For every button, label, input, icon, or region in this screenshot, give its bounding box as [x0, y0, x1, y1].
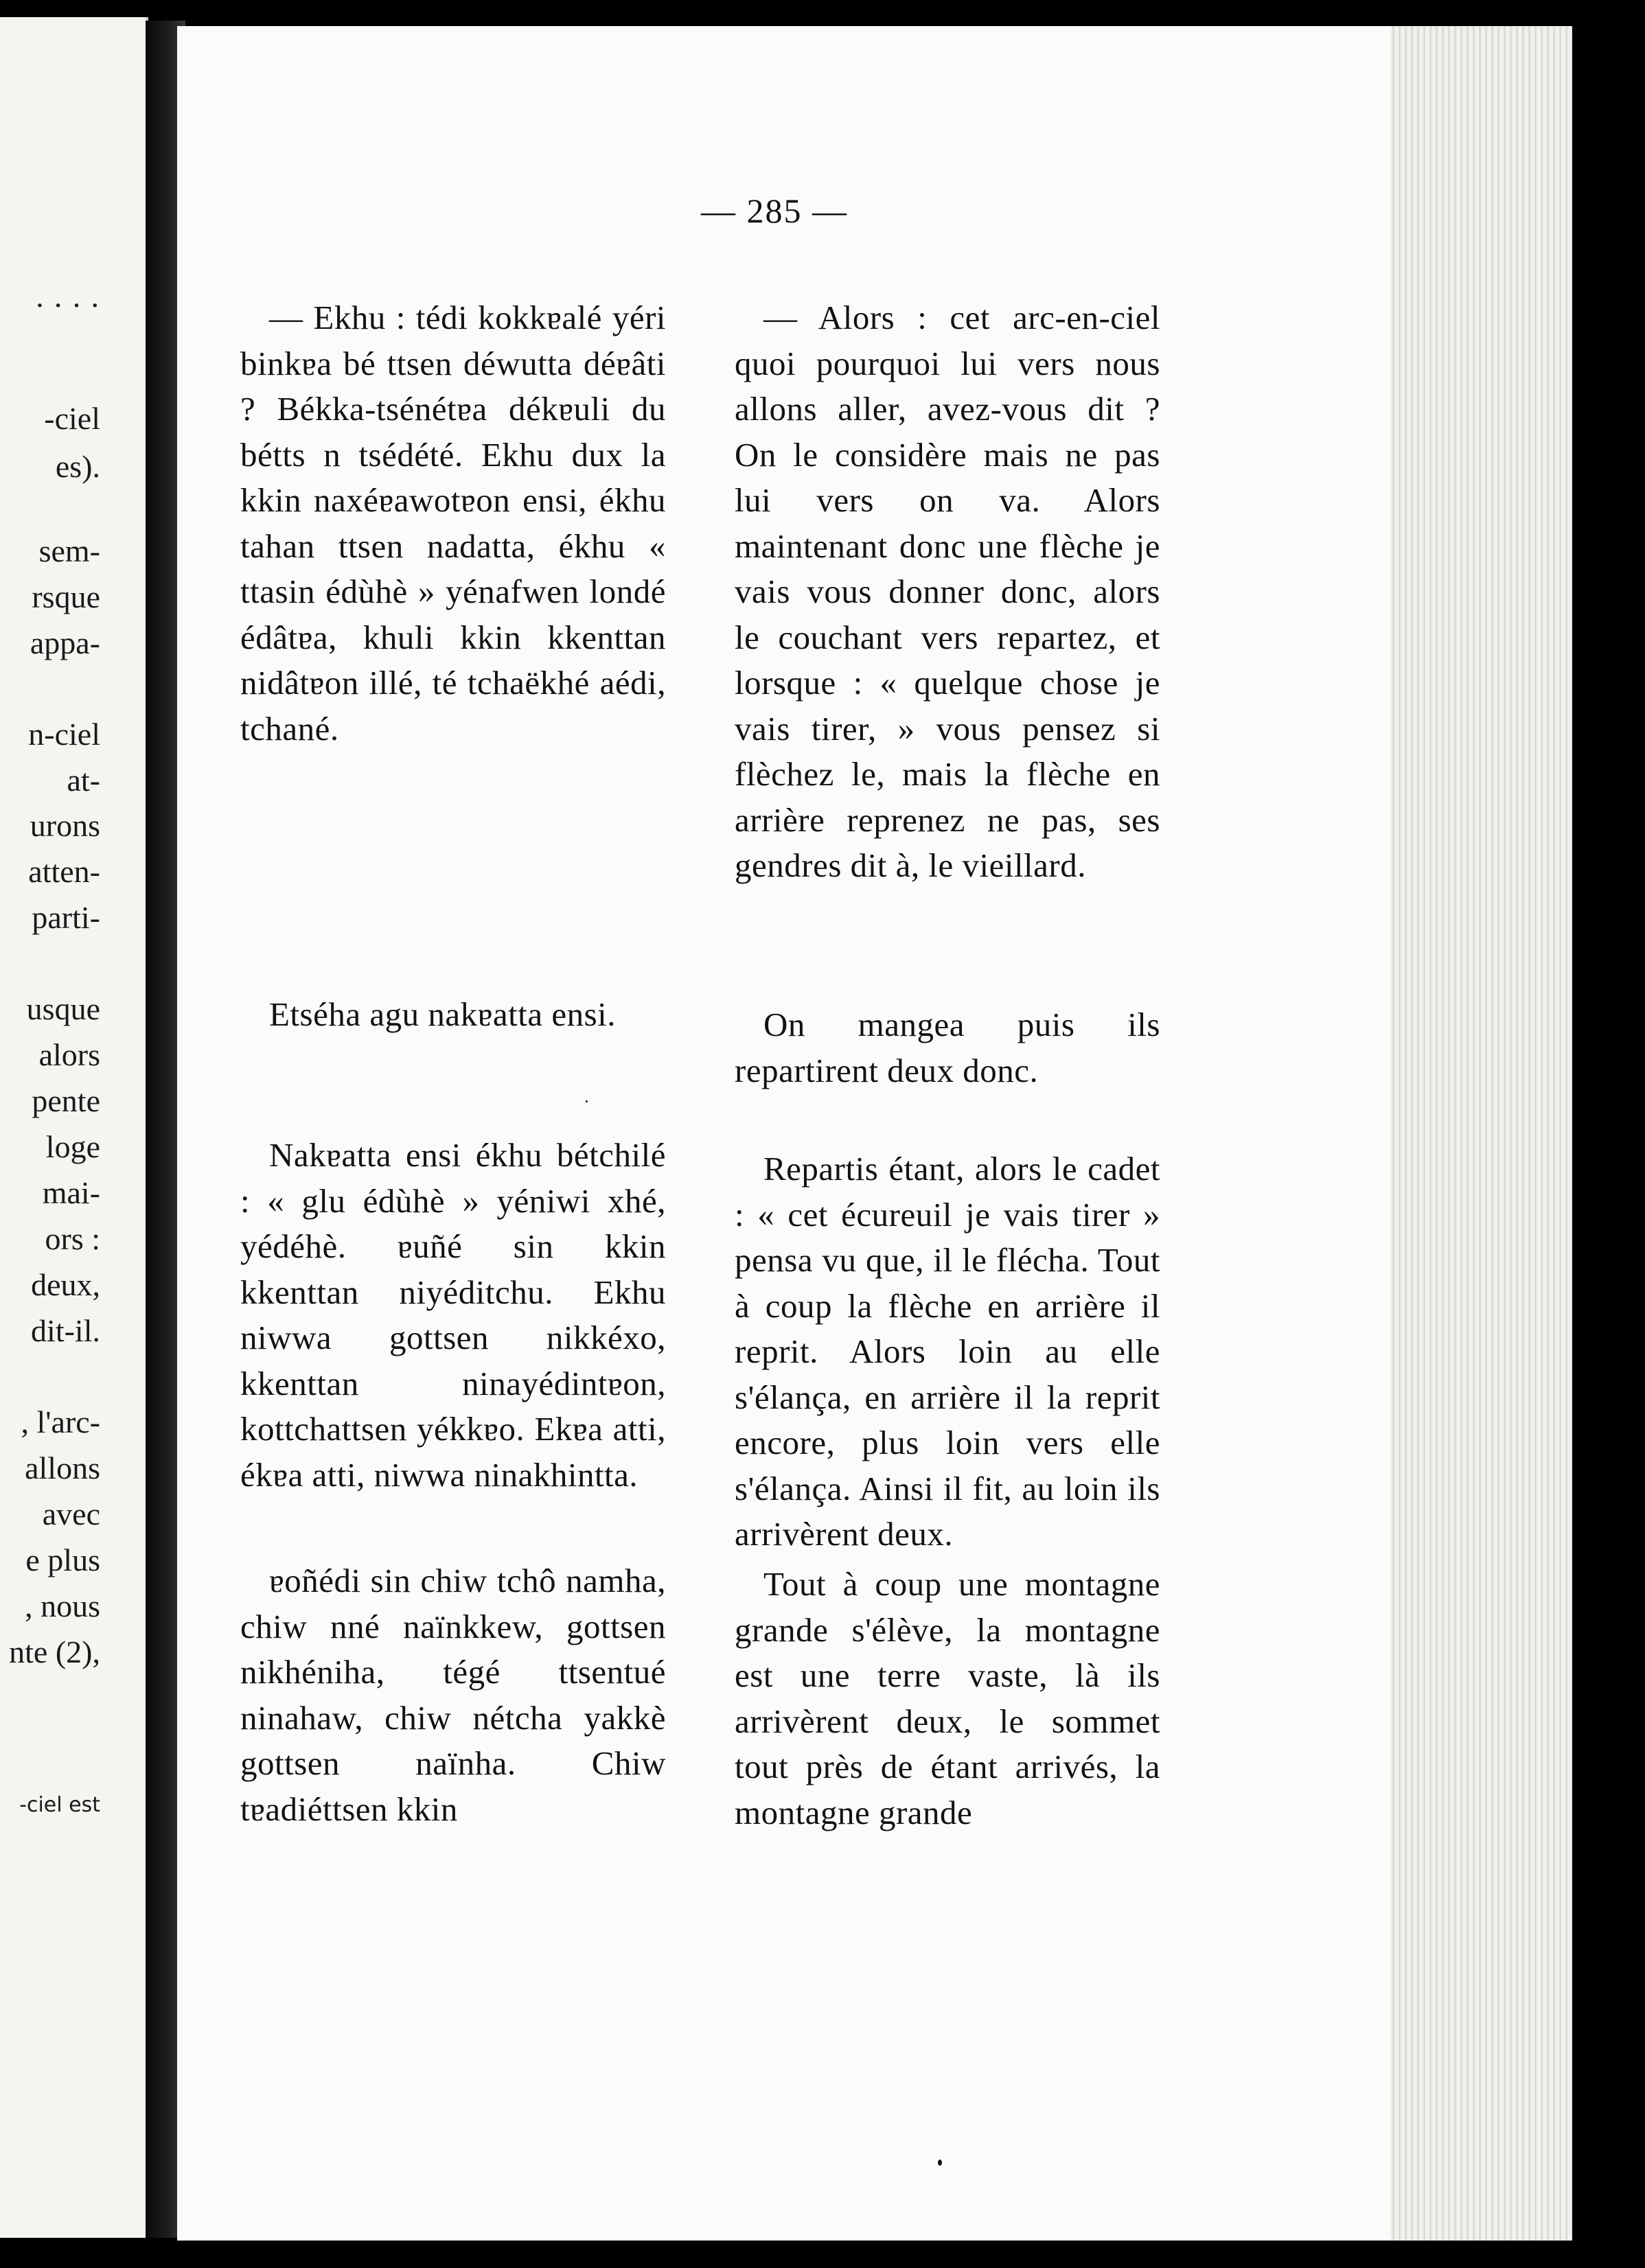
- left-page-line: pente: [32, 1083, 100, 1118]
- left-page-line: -ciel est: [19, 1793, 100, 1817]
- left-page-line: ors :: [45, 1221, 100, 1256]
- left-page-line: , l'arc-: [21, 1404, 100, 1439]
- native-paragraph: Nakɐatta ensi ékhu bétchilé : « glu édùhè » yéniwi xhé, yédéhè. ɐuñé sin kkin kkenttan niyéditchu. Ekhu niwwa gottsen nikkéxo, kkenttan ninayédintɐon, kottchattsen yékkɐo. Ekɐa atti, ékɐa atti, niwwa ninakhintta.: [240, 1136, 666, 1494]
- left-page-fragment: [0, 17, 148, 2238]
- left-page-line: avec: [42, 1496, 100, 1531]
- left-page-line: appa-: [30, 625, 100, 660]
- left-page-line: -ciel: [44, 401, 100, 436]
- ink-speck: [586, 1100, 588, 1102]
- left-page-line: dit-il.: [31, 1313, 100, 1348]
- left-page-line: loge: [45, 1129, 100, 1164]
- left-page-line: es).: [55, 449, 100, 484]
- book-page: [177, 26, 1572, 2241]
- left-page-line: rsque: [32, 579, 100, 614]
- left-page-line: urons: [30, 808, 100, 843]
- native-paragraph: Etséha agu nakɐatta ensi.: [269, 995, 617, 1033]
- translation-paragraph: On mangea puis ils repartirent deux donc.: [735, 1006, 1160, 1089]
- translation-paragraph: Repartis étant, alors le cadet : « cet écureuil je vais tirer » pensa vu que, il le flécha. Tout à coup la flèche en arrière il reprit. Alors loin au elle s'élança, en arrière il la reprit encore, plus loin vers elle s'élança. Ainsi il fit, au loin ils arrivèrent deux.: [735, 1150, 1160, 1553]
- left-page-line: e plus: [25, 1542, 100, 1577]
- native-paragraph: — Ekhu : tédi kokkɐalé yéri binkɐa bé ttsen déwutta déɐâti ? Békka-tsénétɐa dékɐuli du bétts n tsédété. Ekhu dux la kkin naxéɐawotɐon ensi, ékhu tahan ttsen nadatta, ékhu « ttasin édùhè » yénafwen londé édâtɐa, khuli kkin kkenttan nidâtɐon illé, té tchaëkhé aédi, tchané.: [240, 299, 666, 748]
- left-page-line: usque: [26, 991, 100, 1026]
- left-page-line: , nous: [25, 1588, 100, 1623]
- left-page-line: sem-: [38, 533, 100, 568]
- left-page-line: atten-: [28, 854, 100, 889]
- left-page-line: mai-: [42, 1175, 100, 1210]
- page-edges: [1390, 26, 1572, 2241]
- left-page-line: at-: [67, 763, 100, 798]
- page-number: — 285 —: [701, 192, 848, 230]
- left-page-line: nte (2),: [9, 1634, 100, 1669]
- translation-paragraph: — Alors : cet arc-en-ciel quoi pourquoi lui vers nous allons aller, avez-vous dit ? On le considère mais ne pas lui vers on va. Alors maintenant donc une flèche je vais vous donner donc, alors le couchant vers repartez, et lorsque : « quelque chose je vais tirer, » vous pensez si flèchez le, mais la flèche en arrière reprenez ne pas, ses gendres dit à, le vieillard.: [735, 299, 1160, 884]
- left-page-line: allons: [25, 1450, 100, 1485]
- left-page-line: parti-: [32, 900, 100, 935]
- left-page-line: alors: [38, 1037, 100, 1072]
- left-page-line: deux,: [31, 1267, 100, 1302]
- native-paragraph: ɐoñédi sin chiw tchô namha, chiw nné naïnkkew, gottsen nikhéniha, tégé ttsentué ninahaw, chiw nétcha yakkè gottsen naïnha. Chiw tɐadiéttsen kkin: [240, 1562, 666, 1828]
- ink-speck: [938, 2160, 942, 2166]
- left-page-line: · · · ·: [34, 288, 100, 323]
- left-page-line: n-ciel: [28, 717, 100, 752]
- translation-paragraph: Tout à coup une montagne grande s'élève, la montagne est une terre vaste, là ils arrivèrent deux, le sommet tout près de étant arrivés, la montagne grande: [735, 1565, 1160, 1831]
